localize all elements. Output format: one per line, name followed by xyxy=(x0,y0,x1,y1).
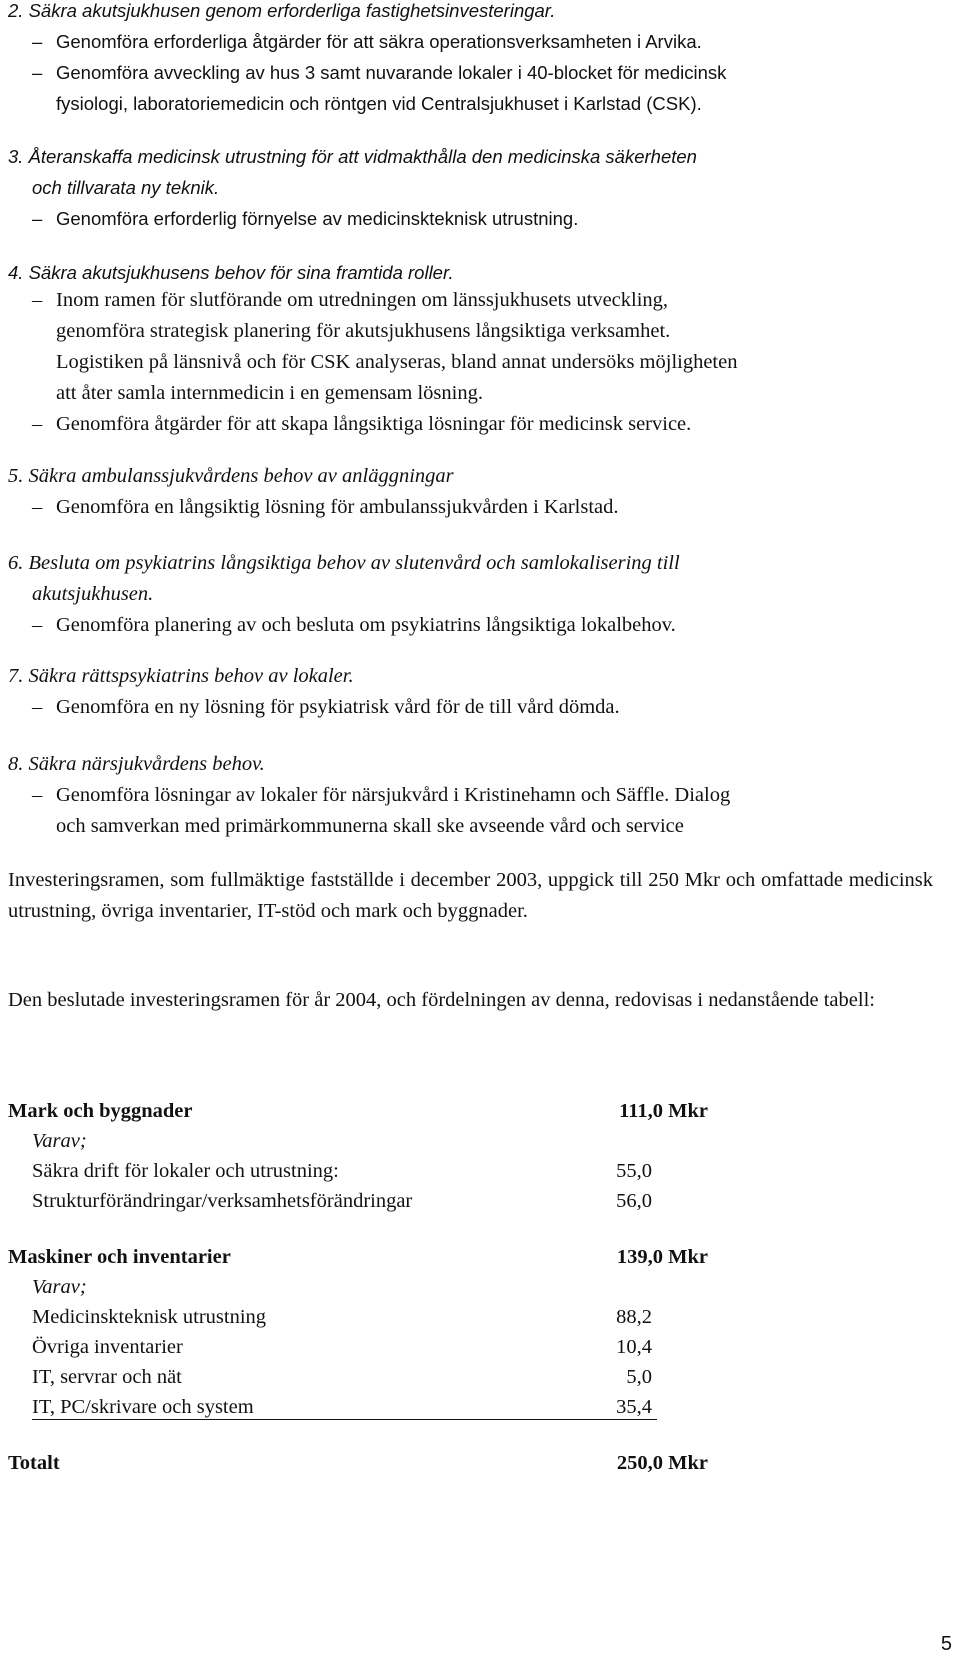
list-item-continuation: fysiologi, laboratoriemedicin och röntgen vid Centralsjukhuset i Karlstad (CSK). xyxy=(56,93,702,114)
table-row xyxy=(8,1302,708,1332)
list-item-continuation: och samverkan med primärkommunerna skall ske avseende vård och service xyxy=(56,815,684,837)
table-row xyxy=(8,1362,708,1392)
sum-underline xyxy=(32,1419,657,1420)
table-row xyxy=(8,1242,708,1272)
row-value: 35,4 xyxy=(616,1396,652,1418)
section-heading: 6. Besluta om psykiatrins långsiktiga behov av slutenvård och samlokalisering till xyxy=(8,552,680,574)
section-heading-continuation: och tillvarata ny teknik. xyxy=(32,177,220,198)
section-3 xyxy=(8,141,938,234)
total-label: Totalt xyxy=(8,1452,60,1474)
row-value: 88,2 xyxy=(616,1306,652,1328)
list-item: – Genomföra planering av och besluta om psykiatrins långsiktiga lokalbehov. xyxy=(32,614,676,636)
row-value: 5,0 xyxy=(626,1366,652,1388)
row-value: 55,0 xyxy=(616,1160,652,1182)
list-item: – Inom ramen för slutförande om utredningen om länssjukhusets utveckling, xyxy=(32,289,669,311)
list-item: – Genomföra erforderliga åtgärder för att säkra operationsverksamheten i Arvika. xyxy=(32,31,702,52)
section-heading: 2. Säkra akutsjukhusen genom erforderliga fastighetsinvesteringar. xyxy=(8,0,556,21)
row-label: IT, servrar och nät xyxy=(32,1366,182,1388)
row-label: Säkra drift för lokaler och utrustning: xyxy=(32,1160,339,1182)
varav-label: Varav; xyxy=(32,1276,87,1298)
table-row xyxy=(8,1392,708,1422)
list-item: – Genomföra en långsiktig lösning för ambulanssjukvården i Karlstad. xyxy=(32,496,619,518)
section-heading: 3. Återanskaffa medicinsk utrustning för att vidmakthålla den medicinska säkerheten xyxy=(8,146,697,167)
total-value: 250,0 Mkr xyxy=(616,1452,708,1474)
group-total: 111,0 Mkr xyxy=(619,1100,708,1122)
budget-table xyxy=(8,1096,708,1478)
row-label: Övriga inventarier xyxy=(32,1336,183,1358)
list-item: – Genomföra avveckling av hus 3 samt nuvarande lokaler i 40-blocket för medicinsk xyxy=(32,62,727,83)
section-heading: 7. Säkra rättspsykiatrins behov av lokaler. xyxy=(8,665,354,687)
section-4-heading xyxy=(8,257,938,288)
section-6 xyxy=(8,548,938,641)
table-row xyxy=(8,1186,708,1216)
section-heading-continuation: akutsjukhusen. xyxy=(32,583,154,605)
table-spacer xyxy=(8,1216,708,1242)
section-7 xyxy=(8,661,938,723)
group-label: Maskiner och inventarier xyxy=(8,1246,231,1268)
section-heading: 8. Säkra närsjukvårdens behov. xyxy=(8,753,265,775)
table-row xyxy=(8,1332,708,1362)
section-heading: 4. Säkra akutsjukhusens behov för sina framtida roller. xyxy=(8,262,454,283)
paragraph-investment-frame: Investeringsramen, som fullmäktige fastställde i december 2003, uppgick till 250 Mkr och omfattade medicinsk utrustning, övriga inventarier, IT-stöd och mark och byggnader. xyxy=(8,869,933,922)
group-label: Mark och byggnader xyxy=(8,1100,193,1122)
section-4-body xyxy=(8,285,938,440)
list-item-continuation: att åter samla internmedicin i en gemensam lösning. xyxy=(56,382,483,404)
table-row xyxy=(8,1272,708,1302)
list-item: – Genomföra åtgärder för att skapa långsiktiga lösningar för medicinsk service. xyxy=(32,413,692,435)
table-row xyxy=(8,1126,708,1156)
table-row xyxy=(8,1096,708,1126)
row-value: 56,0 xyxy=(616,1190,652,1212)
list-item-continuation: genomföra strategisk planering för akutsjukhusens långsiktiga verksamhet. xyxy=(56,320,671,342)
table-row-total xyxy=(8,1448,708,1478)
section-2 xyxy=(8,0,938,119)
row-value: 10,4 xyxy=(616,1336,652,1358)
list-item: – Genomföra erforderlig förnyelse av medicinskteknisk utrustning. xyxy=(32,208,579,229)
row-label: Strukturförändringar/verksamhetsförändringar xyxy=(32,1190,413,1212)
row-label: IT, PC/skrivare och system xyxy=(32,1396,254,1418)
page-number: 5 xyxy=(940,1633,952,1655)
table-row xyxy=(8,1156,708,1186)
list-item: – Genomföra lösningar av lokaler för närsjukvård i Kristinehamn och Säffle. Dialog xyxy=(32,784,731,806)
paragraph-investment-2004: Den beslutade investeringsramen för år 2004, och fördelningen av denna, redovisas i nedanstående tabell: xyxy=(8,989,875,1011)
row-label: Medicinskteknisk utrustning xyxy=(32,1306,267,1328)
section-5 xyxy=(8,461,938,523)
list-item: – Genomföra en ny lösning för psykiatrisk vård för de till vård dömda. xyxy=(32,696,620,718)
group-total: 139,0 Mkr xyxy=(616,1246,708,1268)
section-8 xyxy=(8,749,938,842)
list-item-continuation: Logistiken på länsnivå och för CSK analyseras, bland annat undersöks möjligheten xyxy=(56,351,738,373)
varav-label: Varav; xyxy=(32,1130,87,1152)
table-spacer xyxy=(8,1422,708,1448)
section-heading: 5. Säkra ambulanssjukvårdens behov av anläggningar xyxy=(8,465,454,487)
